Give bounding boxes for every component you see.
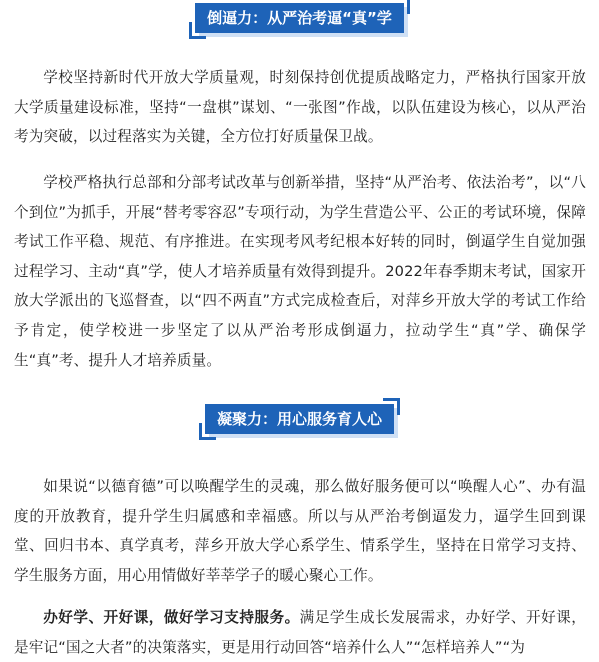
section-header-1 bbox=[0, 3, 599, 33]
paragraph: 如果说“以德育德”可以唤醒学生的灵魂，那么做好服务便可以“唤醒人心”、办有温度的开放教育，提升学生归属感和幸福感。所以与从严治考倒逼发力，逼学生回到课堂、回归书本、真学真考，萍乡开放大学心系学生、情系学生，坚持在日常学习支持、学生服务方面，用心用情做好莘莘学子的暖心聚心工作。 bbox=[14, 478, 586, 584]
lead-bold-text: 办好学、开好课，做好学习支持服务。 bbox=[43, 609, 300, 626]
section-title: 凝聚力：用心服务育人心 bbox=[216, 410, 382, 428]
corner-bracket-decoration bbox=[383, 398, 400, 415]
corner-bracket-decoration bbox=[189, 22, 206, 39]
corner-bracket-decoration bbox=[393, 0, 410, 14]
paragraph-text: 满足学生成长发展需求，办好学、开好课，是牢记“国之大者”的决策落实，更是用行动回答“培养什么人”“怎样培养人”“为 bbox=[14, 609, 586, 656]
corner-bracket-decoration bbox=[199, 423, 216, 440]
paragraph: 学校严格执行总部和分部考试改革与创新举措，坚持“从严治考、依法治考”，以“八个到位”为抓手，开展“替考零容忍”专项行动，为学生营造公平、公正的考试环境，保障考试工作平稳、规范、有序推进。在实现考风考纪根本好转的同时，倒逼学生自觉加强过程学习、主动“真”学，使人才培养质量有效得到提升。2022年春季期末考试，国家开放大学派出的飞巡督查，以“四不两直”方式完成检查后，对萍乡开放大学的考试工作给予肯定，使学校进一步坚定了以从严治考形成倒逼力，拉动学生“真”学、确保学生“真”考、提升人才培养质量。 bbox=[14, 174, 586, 369]
section-title-badge bbox=[205, 404, 394, 434]
section-title: 倒逼力：从严治考逼“真”学 bbox=[207, 9, 392, 27]
paragraph bbox=[14, 603, 586, 662]
section-header-2 bbox=[0, 404, 599, 434]
section-title-badge bbox=[195, 3, 404, 33]
paragraph: 学校坚持新时代开放大学质量观，时刻保持创优提质战略定力，严格执行国家开放大学质量建设标准，坚持“一盘棋”谋划、“一张图”作战，以队伍建设为核心，以从严治考为突破，以过程落实为关键，全方位打好质量保卫战。 bbox=[14, 69, 586, 146]
